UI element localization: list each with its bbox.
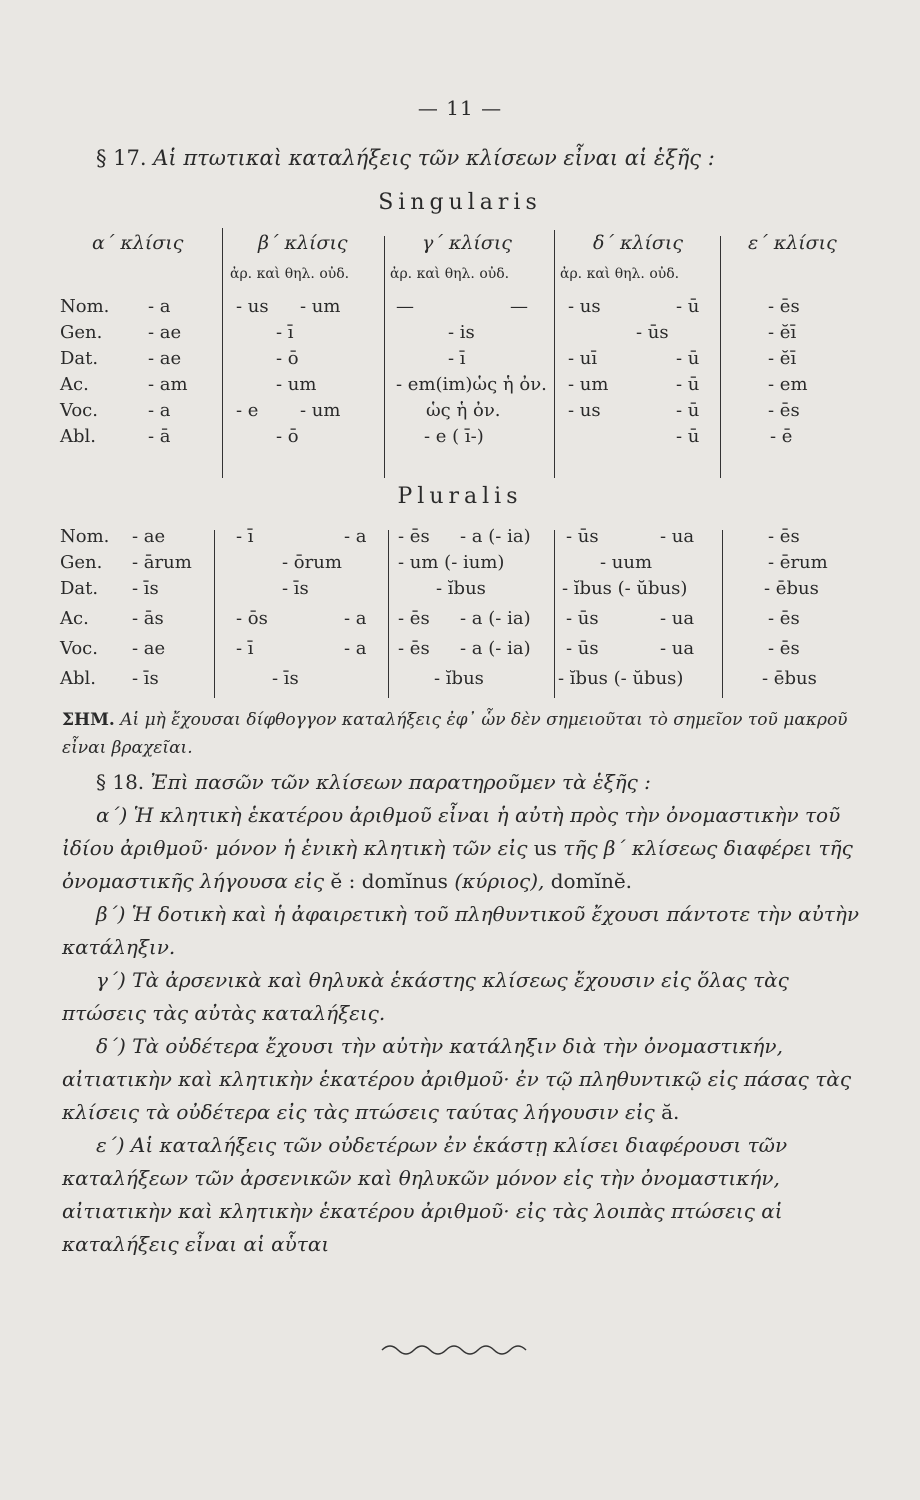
cell-d4-neut: - ū: [676, 296, 700, 317]
section-18-intro: Ἐπὶ πασῶν τῶν κλίσεων παρατηροῦμεν τὰ ἑξῆς :: [150, 770, 651, 794]
declension-header-3: γ΄ κλίσις: [422, 232, 512, 254]
cell-d4-masc: - ūs: [636, 322, 669, 343]
cell-d5: - ĕī: [768, 322, 797, 343]
cell-d1: - īs: [132, 668, 159, 689]
cell-d4-neut: - ua: [660, 638, 695, 659]
cell-d4-masc: - ĭbus (- ŭbus): [562, 578, 688, 599]
cell-d1: - ae: [148, 322, 182, 343]
declension-header-1: α΄ κλίσις: [92, 232, 184, 254]
section-18: [62, 766, 862, 1261]
cell-d4-neut: - ū: [676, 426, 700, 447]
table-row: [0, 400, 920, 428]
cell-d1: - am: [148, 374, 188, 395]
section-17-label: § 17.: [96, 146, 147, 170]
cell-d5: - ēbus: [762, 668, 817, 689]
cell-d3-masc: - e ( ī-): [424, 426, 484, 447]
paragraph-a-mid: τῆς β΄ κλίσεως διαφέρει τῆς ὀνομαστικῆς λήγουσα εἰς: [62, 836, 853, 893]
case-label: Ac.: [60, 608, 89, 629]
paragraph-e: ε΄) Αἱ καταλήξεις τῶν οὐδετέρων ἐν ἑκάστῃ κλίσει διαφέρουσι τῶν καταλήξεων τῶν ἀρσενικῶν καὶ θηλυκῶν μόνον εἰς τὴν ὀνομαστικήν, αἰτιατικὴν καὶ κλητικὴν ἑκατέρου ἀριθμοῦ· εἰς τὰς λοιπὰς πτώσεις αἱ καταλήξεις εἶναι αἱ αὗται: [62, 1133, 788, 1256]
paragraph-a: [62, 799, 862, 898]
latin-example-vocative: domĭnĕ.: [550, 869, 633, 893]
cell-d2-masc: - e: [236, 400, 259, 421]
table-row: [0, 608, 920, 636]
cell-d4-masc: - um: [568, 374, 609, 395]
cell-d3-masc: - ĭbus: [436, 578, 486, 599]
cell-d3-masc: - ĭbus: [434, 668, 484, 689]
cell-d2-neut: - a: [344, 638, 367, 659]
cell-d4-neut: - ua: [660, 526, 695, 547]
cell-d3-masc: - um (- ium): [398, 552, 505, 573]
table-row: [0, 348, 920, 376]
cell-d5: - ēs: [768, 296, 800, 317]
table-row: [0, 552, 920, 580]
footnote-lead: ΣΗΜ.: [62, 710, 115, 730]
case-label: Abl.: [60, 426, 96, 447]
cell-d2-neut: - um: [300, 400, 341, 421]
cell-d3-masc: - ēs: [398, 526, 430, 547]
example-gloss: (κύριος),: [454, 869, 545, 893]
cell-d4-masc: - uum: [600, 552, 653, 573]
cell-d2-masc: - ī: [236, 526, 254, 547]
cell-d3-masc: - is: [448, 322, 475, 343]
cell-d1: - ae: [132, 638, 166, 659]
cell-d4-masc: - uī: [568, 348, 598, 369]
plural-title: Pluralis: [397, 484, 523, 509]
case-label: Ac.: [60, 374, 89, 395]
declension-header-2: β΄ κλίσις: [258, 232, 348, 254]
cell-d2-masc: - um: [276, 374, 317, 395]
cell-d2-masc: - īs: [272, 668, 299, 689]
footnote: [62, 706, 862, 762]
ornament-divider: [380, 1340, 530, 1360]
cell-d2-masc: - us: [236, 296, 269, 317]
cell-d1: - ās: [132, 608, 164, 629]
cell-d5: - em: [768, 374, 808, 395]
case-label: Abl.: [60, 668, 96, 689]
cell-d4-neut: - ū: [676, 400, 700, 421]
cell-d4-neut: - ū: [676, 374, 700, 395]
cell-d2-masc: - ō: [276, 348, 299, 369]
cell-d2-neut: - um: [300, 296, 341, 317]
cell-d1: - ārum: [132, 552, 192, 573]
latin-ending-a: ă.: [661, 1100, 680, 1124]
case-label: Voc.: [60, 638, 98, 659]
cell-d2-neut: - a: [344, 608, 367, 629]
cell-d1: - a: [148, 296, 171, 317]
cell-d5: - ē: [770, 426, 793, 447]
cell-d2-masc: - īs: [282, 578, 309, 599]
paragraph-d: [62, 1030, 862, 1129]
cell-d3-masc: - ēs: [398, 638, 430, 659]
cell-d2-masc: - ī: [236, 638, 254, 659]
cell-d5: - ēs: [768, 638, 800, 659]
paragraph-c: γ΄) Τὰ ἀρσενικὰ καὶ θηλυκὰ ἑκάστης κλίσεως ἔχουσιν εἰς ὅλας τὰς πτώσεις τὰς αὐτὰς καταλήξεις.: [62, 968, 789, 1025]
cell-d4-neut: - ua: [660, 608, 695, 629]
cell-d4-neut: - ū: [676, 348, 700, 369]
paragraph-b: β΄) Ἡ δοτικὴ καὶ ἡ ἀφαιρετικὴ τοῦ πληθυντικοῦ ἔχουσι πάντοτε τὴν αὐτὴν κατάληξιν.: [62, 902, 859, 959]
cell-d5: - ĕī: [768, 348, 797, 369]
declension-header-5: ε΄ κλίσις: [748, 232, 837, 254]
cell-d2-masc: - ō: [276, 426, 299, 447]
paragraph-a-text: α΄) Ἡ κλητικὴ ἑκατέρου ἀριθμοῦ εἶναι ἡ αὐτὴ πρὸς τὴν ὀνομαστικὴν τοῦ ἰδίου ἀριθμοῦ· μόνον ἡ ἑνικὴ κλητικὴ τῶν εἰς: [62, 803, 841, 860]
table-row: [0, 322, 920, 350]
cell-d4-masc: - ūs: [566, 608, 599, 629]
cell-d5: - ēs: [768, 526, 800, 547]
latin-example: domĭnus: [361, 869, 448, 893]
case-label: Dat.: [60, 348, 99, 369]
cell-d3-masc: - em(im)ὡς ἡ ὀν.: [396, 374, 547, 395]
cell-d3-neut: —: [510, 296, 528, 317]
cell-d3-neut: - a (- ia): [460, 638, 531, 659]
cell-d4-masc: - ūs: [566, 638, 599, 659]
gender-note-2: ἀρ. καὶ θηλ. οὐδ.: [230, 266, 350, 282]
section-17-heading: [96, 146, 876, 170]
cell-d1: - īs: [132, 578, 159, 599]
page-number: — 11 —: [417, 96, 503, 120]
paragraph-d-text: δ΄) Τὰ οὐδέτερα ἔχουσι τὴν αὐτὴν κατάληξιν διὰ τὴν ὀνομαστικήν, αἰτιατικὴν καὶ κλητικὴν ἑκατέρου ἀριθμοῦ· ἐν τῷ πληθυντικῷ εἰς πάσας τὰς κλίσεις τὰ οὐδέτερα εἰς τὰς πτώσεις ταύτας λήγουσιν εἰς: [62, 1034, 852, 1124]
cell-d3-masc: —: [396, 296, 414, 317]
cell-d5: - ērum: [768, 552, 828, 573]
case-label: Nom.: [60, 296, 110, 317]
cell-d3-masc: ὡς ἡ ὀν.: [426, 400, 501, 421]
cell-d5: - ēbus: [764, 578, 819, 599]
table-row: [0, 638, 920, 666]
case-label: Gen.: [60, 322, 103, 343]
gender-note-4: ἀρ. καὶ θηλ. οὐδ.: [560, 266, 680, 282]
cell-d5: - ēs: [768, 400, 800, 421]
cell-d1: - ae: [132, 526, 166, 547]
cell-d5: - ēs: [768, 608, 800, 629]
section-17-text: Αἱ πτωτικαὶ καταλήξεις τῶν κλίσεων εἶναι αἱ ἑξῆς :: [153, 146, 715, 170]
cell-d1: - ā: [148, 426, 171, 447]
latin-ending-us: us: [533, 836, 557, 860]
table-row: [0, 668, 920, 696]
table-row: [0, 526, 920, 554]
case-label: Dat.: [60, 578, 99, 599]
cell-d1: - a: [148, 400, 171, 421]
cell-d3-masc: - ī: [448, 348, 466, 369]
cell-d2-neut: - a: [344, 526, 367, 547]
cell-d2-masc: - ī: [276, 322, 294, 343]
section-18-label: § 18.: [96, 770, 145, 794]
cell-d3-masc: - ēs: [398, 608, 430, 629]
cell-d2-masc: - ōs: [236, 608, 268, 629]
table-row: [0, 426, 920, 454]
cell-d4-masc: - ūs: [566, 526, 599, 547]
cell-d4-masc: - us: [568, 400, 601, 421]
cell-d3-neut: - a (- ia): [460, 608, 531, 629]
table-row: [0, 578, 920, 606]
footnote-text: Αἱ μὴ ἔχουσαι δίφθογγον καταλήξεις ἐφ᾽ ὧν δὲν σημειοῦται τὸ σημεῖον τοῦ μακροῦ εἶναι βραχεῖαι.: [62, 710, 848, 758]
cell-d4-masc: - ĭbus (- ŭbus): [558, 668, 684, 689]
table-row: [0, 296, 920, 324]
latin-ending-e: ĕ :: [330, 869, 356, 893]
declension-header-4: δ΄ κλίσις: [593, 232, 683, 254]
cell-d1: - ae: [148, 348, 182, 369]
singular-title: Singularis: [378, 190, 542, 215]
table-row: [0, 374, 920, 402]
case-label: Nom.: [60, 526, 110, 547]
cell-d2-masc: - ōrum: [282, 552, 342, 573]
cell-d3-neut: - a (- ia): [460, 526, 531, 547]
case-label: Voc.: [60, 400, 98, 421]
case-label: Gen.: [60, 552, 103, 573]
gender-note-3: ἀρ. καὶ θηλ. οὐδ.: [390, 266, 510, 282]
cell-d4-masc: - us: [568, 296, 601, 317]
